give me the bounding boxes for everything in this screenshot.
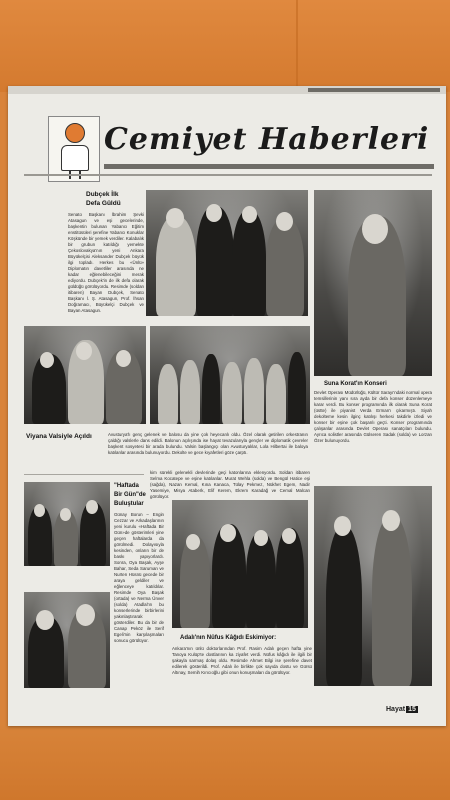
woman-illustration-icon xyxy=(48,116,100,182)
dubcek-group-photo xyxy=(146,190,308,316)
top-strip xyxy=(8,86,446,94)
section-divider xyxy=(24,474,144,475)
page-number: Hayat 15 xyxy=(386,706,416,713)
viyana-ball-photo xyxy=(150,326,310,424)
magazine-page xyxy=(8,86,446,726)
adali-heading: Adalı'nın Nüfus Kâğıdı Eskimiyor: xyxy=(180,635,277,641)
haftada-heading: "Haftada Bir Gün"de Buluştular xyxy=(114,483,146,507)
suna-korat-portrait xyxy=(314,190,432,376)
orange-background-bottom xyxy=(0,722,450,800)
suna-body: Devlet Operası Müdürlüğü, Kültür Sarayı'ndaki normal opera temsillerinin yanı sıra ayda bir defa konser düzenlemeye karar verdi. Bu konser programında ilk olarak Suna Korat (üstte) ile piyanist Verda Erman'ı çıkarmıştı. Siyah dekolteme kesin ilginç katılışı herkesi takdirle izledi ve konser bir eşine çok başarılı geçti. Konser programında çalışanlar arasında Devlet Operası sanatçıları bulundu. Ayrıca solistler arasında Gülseren Sadak (solda) ve Lorzan Özer bulunuyordu. xyxy=(314,390,432,443)
title-underline xyxy=(104,164,434,169)
orange-background-top xyxy=(0,0,450,92)
viyana-couples-photo xyxy=(24,326,146,424)
page-title: Cemiyet Haberleri xyxy=(104,122,430,157)
adali-dancers-photo xyxy=(314,486,432,686)
viyana-body: Avusturya'lı genç gelenek ve balosu da yine çok heyecanlı oldu. Özel olarak getirilen orkestranın çaldığı valslerle dans edildi. Balonun açılışında ise hayat tevazularıyla gençler ve diplomatik çevreler başkent sosyetesi bir arada bulundu. Valsin başlangıçı olan Avusturyalılar, Lola Hilbertai ile baloya katılanlar arasında bulunuyordu. Dekolte ve gece kıyafetleri göze çarptı. xyxy=(108,432,308,455)
dubcek-heading: Dubçek İlk Defa Güldü xyxy=(86,191,121,207)
adali-party-photo xyxy=(172,500,308,628)
viyana-continued-body: kim sürekli gelenekli devlerinde geçi katonlarına eklenyordu. Soldan itibaren Selma Kocatepe ve eşine katılanlar. Murat Wehla (solda) ve Bengül Hatice eşi (sağda), Nazan Kemal, Kına Kanaca, Tülay Pekmez, Nükhet Egem, Nadir Yasemiye, Misya Ataberk, Elif Kerem, Ekrem Karadağ ve Cemal Malcan görülüyor. xyxy=(150,470,310,499)
dubcek-body: Senato Başkanı İbrahim Şevki Atasagun ve eşi gecelerinde, başkentin bulunan Yabancı Eğitim enstitüsüleri şerefine Yabancı Konuklar Köşkünde bir yemek verdiler. Kalabalık bir grubun katıldığı yemekte Çekoslovakya'nın yeni Ankara Büyükelçisi Aleksander Dubçek büyük ilgi topladı. Herkes bu «Ünlü» Diplomatın davetliler arasında ne kadar eğlenebileceğini merak ediyordu. Dubçek'in de ilk defa olarak güldüğü görülüyordu. Resimde (soldan itibaren) Bayan Dubçek, Senato Başkanı İ. Ş. Atasagun, Prof. İhsan Doğramacı, Büyükelçi Dubçek ve Bayan Atasagun. xyxy=(68,212,144,313)
viyana-heading: Viyana Valsiyle Açıldı xyxy=(26,433,92,440)
haftada-body: Günay Borun – Engin Cezzar ve Arkadaşlarının yeni kurulu «Haftada Bir Gün»de gösterimleri yine geçen haftalarda da görülmedi. Dolayısıyla kesinden, onların bir de baskı yapıyorlardı. Sonra, Oya Başak, Ayşe Bahar, Seda Saruman ve Nurten Hüsnü gecede bir araya geldiler ve eğlenceye katıldılar. Resimde Oya Başak (ortada) ve Nerma Ünver (solda) Atadlal'ın bu konserlerinde birbirlerini yakınlaştırarak gösterdiler. Bu da bir de Canap Peköz ile Serif Egeli'nin karşılaşmaları sonucu görülüyor. xyxy=(114,512,164,643)
background-seam xyxy=(296,0,298,92)
suna-heading: Suna Korat'ın Konseri xyxy=(324,381,387,387)
header-rule xyxy=(24,174,432,176)
haftada-couple-photo xyxy=(24,592,110,688)
haftada-group-photo xyxy=(24,482,110,566)
adali-body: Ankara'nın ünlü doktorlarından Prof. Rasim Adalı geçen hafta yine Tanoya Kulüp'te dostlarının ka ziyafet verdi. Nüfus kâğıdı ile ilgili bir şakayla sarmaş dolaş oldu. Resimde Ahmet Bilgi ise şerefine davet edilerek gösterildi. Prof. Adalı ile birlikte çok sayıda dostu ve Gürsü Altınay, Semih Kırıcıoğlu gibi onun konuşmaları da görülüyor. xyxy=(172,646,312,675)
